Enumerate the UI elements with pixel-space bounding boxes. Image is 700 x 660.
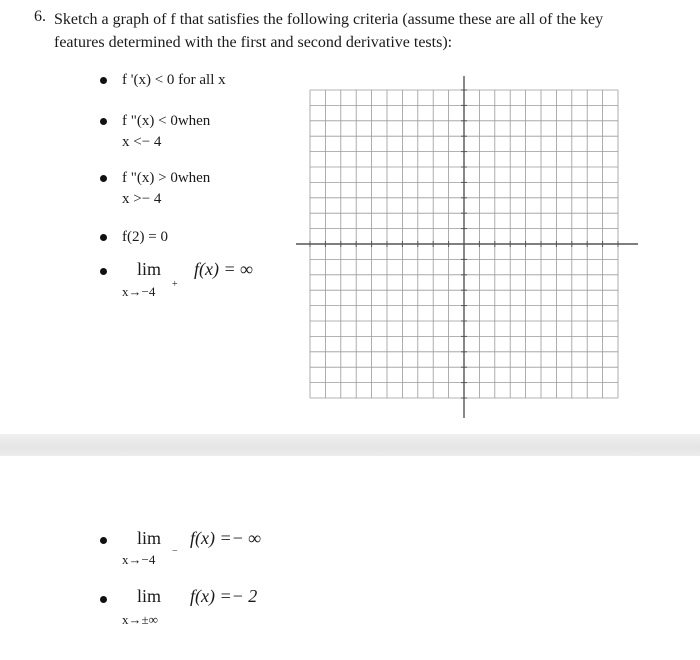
criterion-concave-down-line1: f "(x) < 0when [122, 113, 211, 129]
criterion-concave-up-line1: f "(x) > 0when [122, 170, 211, 186]
bullet-icon [100, 234, 107, 241]
criterion-zero: f(2) = 0 [122, 229, 168, 245]
limit-subscript: x→−4 [122, 284, 156, 299]
bullet-icon [100, 537, 107, 544]
question-text [54, 8, 674, 54]
limit-subscript: x→±∞ [122, 612, 158, 627]
limit-superscript: + [172, 279, 178, 290]
question-text-line1: Sketch a graph of f that satisfies the following criteria (assume these are all of the key [54, 11, 604, 28]
criterion-derivative-negative: f '(x) < 0 for all x [122, 72, 226, 88]
limit-superscript: − [172, 546, 178, 557]
bullet-icon [100, 268, 107, 275]
question-number: 6. [34, 8, 46, 25]
bullet-icon [100, 596, 107, 603]
limit-expression: f(x) =− ∞ [190, 528, 262, 548]
limit-label: lim [137, 586, 162, 606]
criterion-concave-up [122, 168, 210, 210]
criterion-concave-down-line2: x <− 4 [122, 134, 162, 150]
criterion-concave-down [122, 111, 210, 153]
page-divider [0, 434, 700, 456]
bullet-icon [100, 118, 107, 125]
bullet-icon [100, 175, 107, 182]
question-text-line2: features determined with the first and second derivative tests): [54, 34, 453, 51]
bullet-icon [100, 77, 107, 84]
coordinate-grid[interactable] [296, 72, 638, 420]
limit-subscript: x→−4 [122, 552, 156, 567]
limit-expression: f(x) =− 2 [190, 586, 258, 606]
criterion-concave-up-line2: x >− 4 [122, 191, 162, 207]
limit-label: lim [137, 528, 162, 548]
limit-label: lim [137, 259, 162, 279]
limit-expression: f(x) = ∞ [194, 259, 253, 279]
